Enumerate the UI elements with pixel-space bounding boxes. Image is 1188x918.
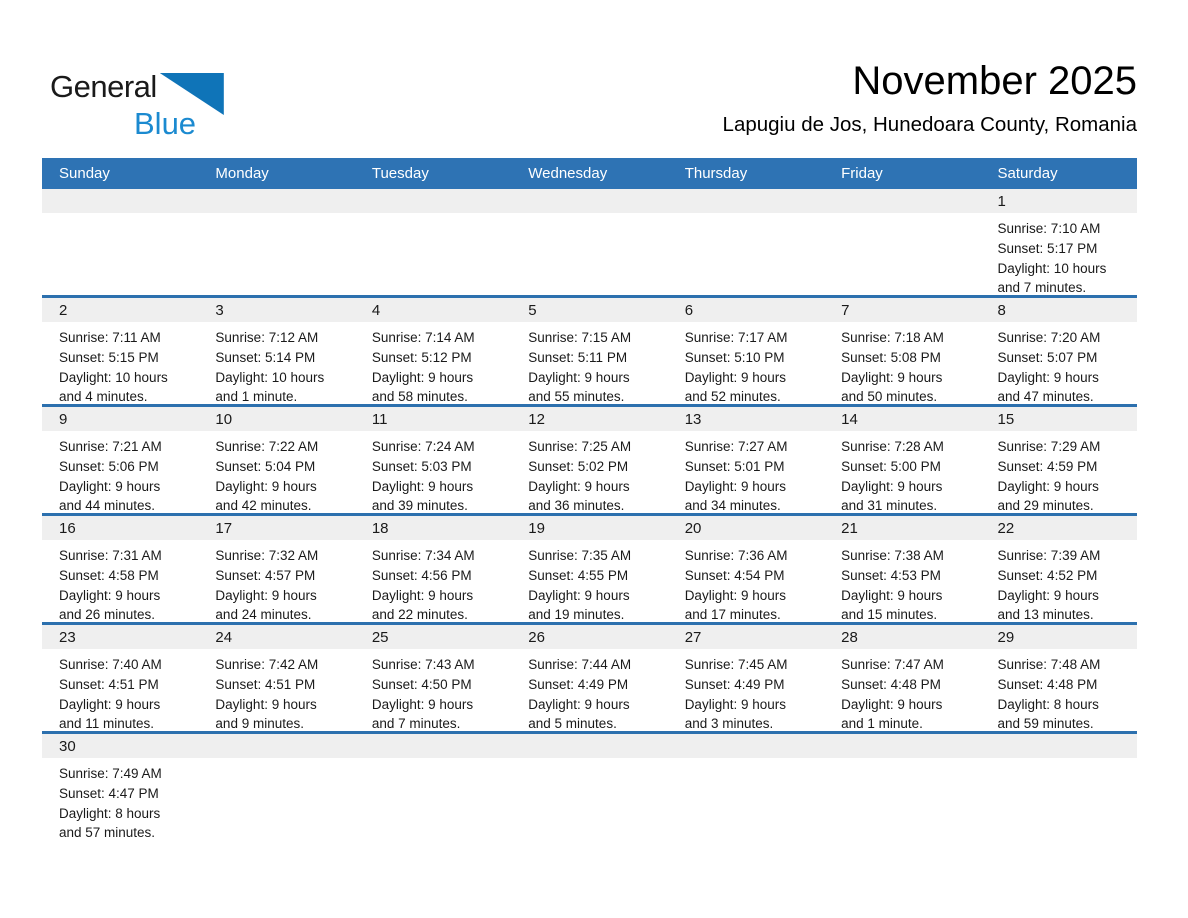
weeks-container	[42, 189, 1137, 856]
daylight-text: Daylight: 8 hours	[59, 805, 161, 821]
daylight-text: Daylight: 9 hours	[684, 587, 786, 603]
daylight-text: and 42 minutes.	[215, 498, 312, 513]
daylight-text: Daylight: 9 hours	[528, 587, 630, 603]
sunset-text: Sunset: 5:08 PM	[841, 349, 941, 365]
daylight-text: Daylight: 9 hours	[841, 478, 943, 494]
calendar-day-cell	[198, 407, 354, 513]
sunrise-text: Sunrise: 7:15 AM	[528, 330, 632, 345]
calendar-day-cell	[981, 407, 1137, 513]
daylight-text: Daylight: 9 hours	[528, 369, 630, 385]
day-number: 30	[59, 738, 76, 755]
calendar-day-cell	[668, 516, 824, 622]
empty-day-cell	[668, 734, 824, 856]
daylight-text: and 7 minutes.	[371, 716, 461, 731]
calendar-day-cell	[511, 516, 667, 622]
calendar-day-cell	[42, 407, 198, 513]
daylight-text: Daylight: 9 hours	[684, 478, 786, 494]
weekday-saturday: Saturday	[997, 165, 1058, 182]
sunset-text: Sunset: 4:48 PM	[997, 676, 1098, 692]
empty-day-cell	[511, 189, 667, 295]
month-title: November 2025	[852, 59, 1137, 103]
sunrise-text: Sunrise: 7:34 AM	[371, 548, 475, 563]
calendar-day-cell	[511, 625, 667, 731]
daylight-text: and 3 minutes.	[684, 716, 774, 731]
day-number: 14	[841, 411, 858, 428]
calendar-day-cell	[42, 516, 198, 622]
calendar-day-cell	[198, 298, 354, 404]
daylight-text: Daylight: 9 hours	[371, 478, 474, 494]
day-number: 2	[59, 302, 68, 319]
sunset-text: Sunset: 5:07 PM	[997, 349, 1098, 365]
calendar-day-cell	[42, 734, 198, 856]
day-number	[841, 736, 976, 760]
daylight-text: Daylight: 10 hours	[997, 260, 1107, 276]
day-number: 23	[59, 629, 76, 646]
daylight-text: Daylight: 9 hours	[997, 587, 1099, 603]
sunset-text: Sunset: 5:01 PM	[684, 458, 785, 474]
day-number: 22	[997, 520, 1015, 537]
daylight-text: Daylight: 10 hours	[59, 369, 168, 385]
sunrise-text: Sunrise: 7:38 AM	[841, 548, 944, 563]
daylight-text: Daylight: 9 hours	[841, 369, 943, 385]
empty-day-cell	[824, 734, 980, 856]
daylight-text: and 52 minutes.	[684, 389, 781, 404]
location-subtitle: Lapugiu de Jos, Hunedoara County, Romania	[722, 113, 1137, 136]
day-number: 10	[215, 411, 233, 428]
calendar-day-cell	[981, 189, 1137, 295]
day-number: 1	[997, 193, 1006, 210]
daylight-text: and 55 minutes.	[528, 389, 625, 404]
daylight-text: and 57 minutes.	[59, 825, 156, 841]
sunrise-text: Sunrise: 7:27 AM	[684, 439, 788, 454]
day-number: 28	[841, 629, 858, 646]
empty-day-cell	[981, 734, 1137, 856]
day-number: 20	[684, 520, 702, 537]
logo-text-blue: Blue	[134, 106, 197, 141]
sunset-text: Sunset: 4:49 PM	[684, 676, 785, 692]
calendar-day-cell	[355, 298, 511, 404]
day-number	[528, 191, 663, 215]
daylight-text: Daylight: 9 hours	[215, 696, 317, 712]
daylight-text: Daylight: 9 hours	[841, 587, 943, 603]
sunset-text: Sunset: 4:47 PM	[59, 785, 159, 801]
sunrise-text: Sunrise: 7:31 AM	[59, 548, 162, 563]
sunset-text: Sunset: 4:59 PM	[997, 458, 1098, 474]
daylight-text: and 26 minutes.	[59, 607, 156, 622]
daylight-text: and 36 minutes.	[528, 498, 625, 513]
daylight-text: and 39 minutes.	[371, 498, 468, 513]
daylight-text: Daylight: 9 hours	[528, 696, 630, 712]
calendar-day-cell	[981, 298, 1137, 404]
calendar-day-cell	[511, 298, 667, 404]
day-number: 6	[684, 302, 694, 319]
daylight-text: Daylight: 9 hours	[215, 478, 317, 494]
day-number: 8	[997, 302, 1006, 319]
day-number	[215, 736, 350, 760]
calendar-day-cell	[198, 625, 354, 731]
sunrise-text: Sunrise: 7:47 AM	[841, 657, 944, 672]
weekday-monday: Monday	[215, 165, 269, 182]
sunset-text: Sunset: 5:15 PM	[59, 349, 159, 365]
day-number	[685, 191, 820, 215]
sunrise-text: Sunrise: 7:39 AM	[997, 548, 1101, 563]
daylight-text: and 5 minutes.	[528, 716, 617, 731]
sunrise-text: Sunrise: 7:17 AM	[684, 330, 788, 345]
daylight-text: and 50 minutes.	[841, 389, 938, 404]
sunset-text: Sunset: 4:48 PM	[841, 676, 941, 692]
day-number: 17	[215, 520, 233, 537]
sunset-text: Sunset: 5:10 PM	[684, 349, 785, 365]
sunrise-text: Sunrise: 7:36 AM	[684, 548, 788, 563]
sunrise-text: Sunrise: 7:32 AM	[215, 548, 319, 563]
day-number: 16	[59, 520, 76, 537]
sunrise-text: Sunrise: 7:18 AM	[841, 330, 944, 345]
sunrise-text: Sunrise: 7:10 AM	[997, 221, 1101, 236]
daylight-text: and 19 minutes.	[528, 607, 625, 622]
calendar-day-cell	[355, 625, 511, 731]
day-number: 27	[684, 629, 702, 646]
calendar-header	[723, 58, 1137, 137]
general-blue-logo	[50, 70, 224, 141]
sunset-text: Sunset: 4:51 PM	[215, 676, 316, 692]
daylight-text: and 29 minutes.	[997, 498, 1094, 513]
sunset-text: Sunset: 5:17 PM	[997, 240, 1098, 256]
day-number: 4	[371, 302, 381, 319]
sunset-text: Sunset: 5:11 PM	[528, 349, 628, 365]
daylight-text: and 11 minutes.	[59, 716, 155, 731]
empty-day-cell	[668, 189, 824, 295]
sunset-text: Sunset: 5:00 PM	[841, 458, 941, 474]
daylight-text: Daylight: 9 hours	[371, 587, 474, 603]
daylight-text: and 22 minutes.	[371, 607, 468, 622]
empty-day-cell	[198, 189, 354, 295]
sunrise-text: Sunrise: 7:35 AM	[528, 548, 632, 563]
day-number: 11	[371, 411, 388, 428]
sunset-text: Sunset: 4:55 PM	[528, 567, 629, 583]
sunset-text: Sunset: 5:14 PM	[215, 349, 316, 365]
empty-day-cell	[42, 189, 198, 295]
daylight-text: Daylight: 9 hours	[371, 369, 474, 385]
calendar-day-cell	[355, 516, 511, 622]
daylight-text: and 44 minutes.	[59, 498, 156, 513]
empty-day-cell	[355, 189, 511, 295]
daylight-text: Daylight: 9 hours	[59, 478, 161, 494]
empty-day-cell	[355, 734, 511, 856]
sunrise-text: Sunrise: 7:24 AM	[371, 439, 475, 454]
day-number	[528, 736, 663, 760]
daylight-text: Daylight: 9 hours	[528, 478, 630, 494]
week-row	[42, 625, 1137, 734]
day-number: 24	[215, 629, 233, 646]
daylight-text: and 34 minutes.	[684, 498, 781, 513]
daylight-text: Daylight: 9 hours	[371, 696, 474, 712]
sunset-text: Sunset: 5:04 PM	[215, 458, 316, 474]
logo-text-general: General	[50, 69, 157, 104]
sunset-text: Sunset: 4:56 PM	[371, 567, 472, 583]
daylight-text: and 1 minute.	[215, 389, 298, 404]
daylight-text: and 31 minutes.	[841, 498, 938, 513]
weekday-header-row	[42, 158, 1137, 189]
sunset-text: Sunset: 4:53 PM	[841, 567, 941, 583]
day-number	[372, 736, 507, 760]
weekday-sunday: Sunday	[59, 165, 110, 182]
day-number: 9	[59, 411, 68, 428]
empty-day-cell	[198, 734, 354, 856]
calendar-day-cell	[355, 407, 511, 513]
day-number	[372, 191, 507, 215]
calendar-day-cell	[824, 407, 980, 513]
daylight-text: Daylight: 9 hours	[215, 587, 317, 603]
daylight-text: Daylight: 8 hours	[997, 696, 1099, 712]
day-number: 15	[997, 411, 1015, 428]
sunset-text: Sunset: 4:49 PM	[528, 676, 629, 692]
sunrise-text: Sunrise: 7:48 AM	[997, 657, 1101, 672]
daylight-text: and 1 minute.	[841, 716, 923, 731]
calendar-day-cell	[668, 298, 824, 404]
calendar-day-cell	[42, 625, 198, 731]
sunset-text: Sunset: 5:06 PM	[59, 458, 159, 474]
weekday-tuesday: Tuesday	[371, 165, 429, 182]
week-row	[42, 407, 1137, 516]
day-number: 7	[841, 302, 850, 319]
sunset-text: Sunset: 5:02 PM	[528, 458, 629, 474]
daylight-text: Daylight: 9 hours	[684, 369, 786, 385]
calendar-day-cell	[668, 625, 824, 731]
sunset-text: Sunset: 5:03 PM	[371, 458, 472, 474]
daylight-text: Daylight: 9 hours	[59, 587, 161, 603]
day-number: 19	[528, 520, 545, 537]
day-number: 21	[841, 520, 858, 537]
day-number: 25	[371, 629, 389, 646]
sunset-text: Sunset: 4:57 PM	[215, 567, 316, 583]
sunrise-text: Sunrise: 7:22 AM	[215, 439, 319, 454]
calendar-day-cell	[824, 625, 980, 731]
day-number: 3	[215, 302, 224, 319]
week-row	[42, 189, 1137, 298]
day-number	[998, 736, 1133, 760]
daylight-text: Daylight: 9 hours	[841, 696, 943, 712]
empty-day-cell	[824, 189, 980, 295]
sunrise-text: Sunrise: 7:45 AM	[684, 657, 788, 672]
sunrise-text: Sunrise: 7:11 AM	[59, 330, 161, 345]
weekday-wednesday: Wednesday	[528, 165, 608, 182]
daylight-text: and 15 minutes.	[841, 607, 938, 622]
day-number	[685, 736, 820, 760]
sunrise-text: Sunrise: 7:29 AM	[997, 439, 1101, 454]
daylight-text: and 17 minutes.	[684, 607, 781, 622]
sunrise-text: Sunrise: 7:25 AM	[528, 439, 632, 454]
daylight-text: and 7 minutes.	[997, 280, 1087, 295]
daylight-text: and 58 minutes.	[371, 389, 468, 404]
day-number: 18	[371, 520, 389, 537]
sunrise-text: Sunrise: 7:42 AM	[215, 657, 319, 672]
calendar-day-cell	[511, 407, 667, 513]
calendar-day-cell	[824, 298, 980, 404]
sunrise-text: Sunrise: 7:20 AM	[997, 330, 1101, 345]
sunset-text: Sunset: 4:51 PM	[59, 676, 159, 692]
daylight-text: Daylight: 10 hours	[215, 369, 325, 385]
daylight-text: and 4 minutes.	[59, 389, 148, 404]
week-row	[42, 298, 1137, 407]
calendar-day-cell	[198, 516, 354, 622]
calendar-day-cell	[42, 298, 198, 404]
daylight-text: Daylight: 9 hours	[684, 696, 786, 712]
day-number	[841, 191, 976, 215]
week-row	[42, 516, 1137, 625]
day-number: 13	[684, 411, 702, 428]
calendar-day-cell	[981, 625, 1137, 731]
day-number: 26	[528, 629, 545, 646]
weekday-thursday: Thursday	[684, 165, 748, 182]
weekday-friday: Friday	[841, 165, 883, 182]
day-number: 5	[528, 302, 537, 319]
sunset-text: Sunset: 4:54 PM	[684, 567, 785, 583]
sunrise-text: Sunrise: 7:44 AM	[528, 657, 632, 672]
calendar-day-cell	[824, 516, 980, 622]
daylight-text: and 13 minutes.	[997, 607, 1094, 622]
sunset-text: Sunset: 4:52 PM	[997, 567, 1098, 583]
sunrise-text: Sunrise: 7:28 AM	[841, 439, 944, 454]
daylight-text: and 59 minutes.	[997, 716, 1094, 731]
daylight-text: Daylight: 9 hours	[997, 369, 1099, 385]
sunset-text: Sunset: 4:50 PM	[371, 676, 472, 692]
sunrise-text: Sunrise: 7:21 AM	[59, 439, 162, 454]
day-number: 29	[997, 629, 1015, 646]
daylight-text: and 24 minutes.	[215, 607, 312, 622]
sunrise-text: Sunrise: 7:14 AM	[371, 330, 475, 345]
sunrise-text: Sunrise: 7:40 AM	[59, 657, 162, 672]
calendar-day-cell	[668, 407, 824, 513]
sunset-text: Sunset: 5:12 PM	[371, 349, 472, 365]
sunset-text: Sunset: 4:58 PM	[59, 567, 159, 583]
calendar-day-cell	[981, 516, 1137, 622]
empty-day-cell	[511, 734, 667, 856]
daylight-text: Daylight: 9 hours	[59, 696, 161, 712]
sunrise-text: Sunrise: 7:49 AM	[59, 766, 162, 781]
day-number	[59, 191, 194, 215]
sunrise-text: Sunrise: 7:12 AM	[215, 330, 319, 345]
day-number: 12	[528, 411, 545, 428]
sunrise-text: Sunrise: 7:43 AM	[371, 657, 475, 672]
daylight-text: Daylight: 9 hours	[997, 478, 1099, 494]
day-number	[215, 191, 350, 215]
calendar-grid	[42, 158, 1137, 856]
daylight-text: and 47 minutes.	[997, 389, 1094, 404]
week-row	[42, 734, 1137, 856]
daylight-text: and 9 minutes.	[215, 716, 304, 731]
